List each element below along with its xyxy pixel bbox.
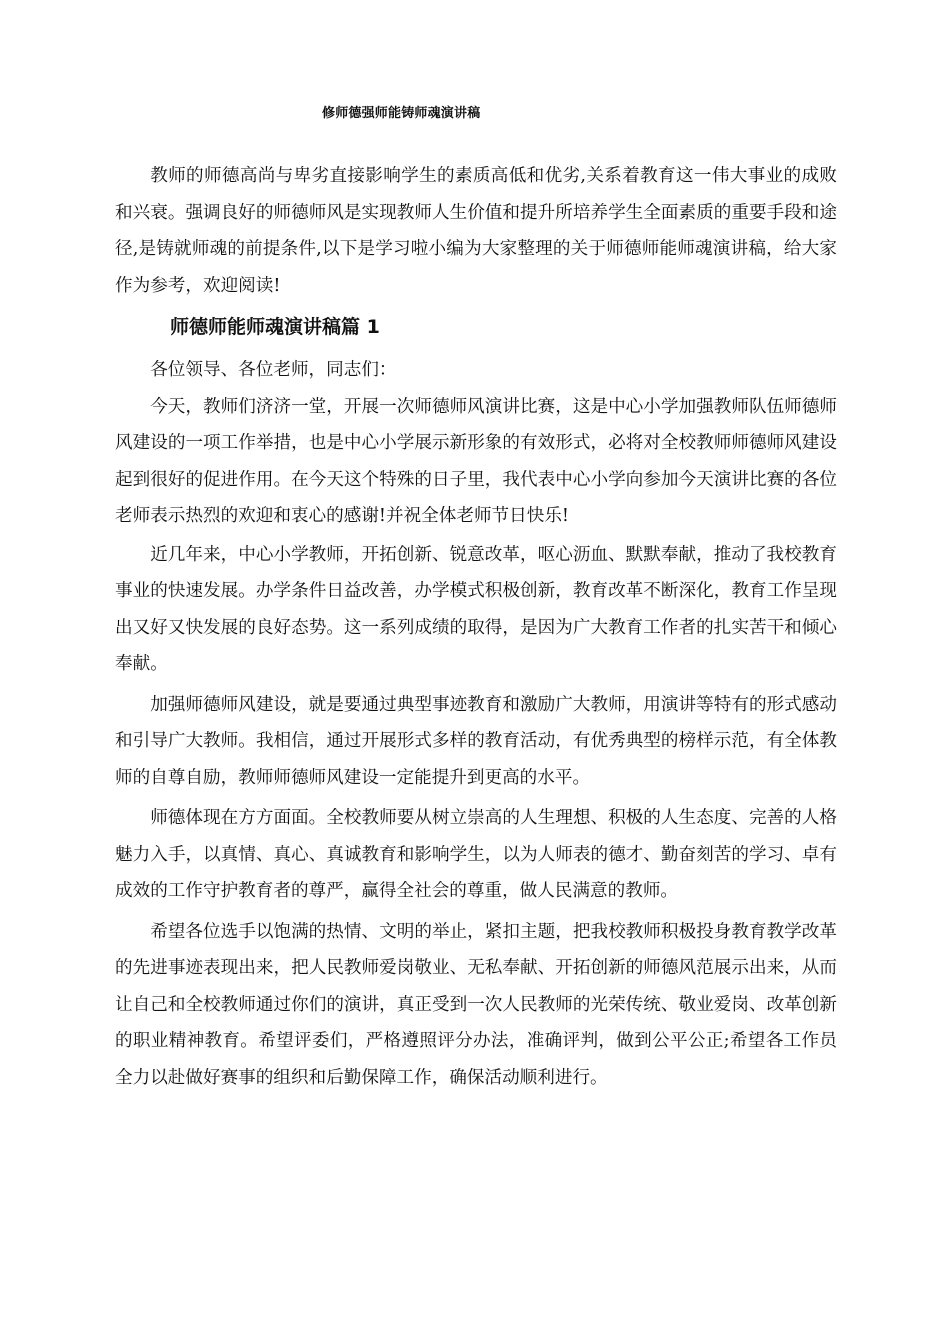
document-title: 修师德强师能铸师魂演讲稿: [322, 106, 481, 121]
body-paragraph: 希望各位选手以饱满的热情、文明的举止，紧扣主题，把我校教师积极投身教育教学改革的先进事迹表现出来，把人民教师爱岗敬业、无私奉献、开拓创新的师德风范展示出来，从而让自己和全校教师通过你们的演讲，真正受到一次人民教师的光荣传统、敬业爱岗、改革创新的职业精神教育。希望评委们，严格遵照评分办法，准确评判，做到公平公正;希望各工作员全力以赴做好赛事的组织和后勤保障工作，确保活动顺利进行。: [115, 921, 837, 1088]
body-paragraph: 加强师德师风建设，就是要通过典型事迹教育和激励广大教师，用演讲等特有的形式感动和引导广大教师。我相信，通过开展形式多样的教育活动，有优秀典型的榜样示范，有全体教师的自尊自励，教师师德师风建设一定能提升到更高的水平。: [115, 694, 837, 788]
intro-paragraph: 教师的师德高尚与卑劣直接影响学生的素质高低和优劣,关系着教育这一伟大事业的成败和兴衰。强调良好的师德师风是实现教师人生价值和提升所培养学生全面素质的重要手段和途径,是铸就师魂的前提条件,以下是学习啦小编为大家整理的关于师德师能师魂演讲稿，给大家作为参考，欢迎阅读!: [115, 166, 837, 296]
speech-body: [115, 352, 837, 1096]
section-heading: 师德师能师魂演讲稿篇 1: [170, 316, 380, 338]
salutation: 各位领导、各位老师，同志们：: [150, 360, 397, 380]
body-paragraph: 师德体现在方方面面。全校教师要从树立崇高的人生理想、积极的人生态度、完善的人格魅力入手，以真情、真心、真诚教育和影响学生，以为人师表的德才、勤奋刻苦的学习、卓有成效的工作守护教育者的尊严，赢得全社会的尊重，做人民满意的教师。: [115, 808, 837, 901]
body-paragraph: 近几年来，中心小学教师，开拓创新、锐意改革，呕心沥血、默默奉献，推动了我校教育事业的快速发展。办学条件日益改善，办学模式积极创新，教育改革不断深化，教育工作呈现出又好又快发展的良好态势。这一系列成绩的取得，是因为广大教育工作者的扎实苦干和倾心奉献。: [115, 544, 837, 674]
body-paragraph: 今天，教师们济济一堂，开展一次师德师风演讲比赛，这是中心小学加强教师队伍师德师风建设的一项工作举措，也是中心小学展示新形象的有效形式，必将对全校教师师德师风建设起到很好的促进作用。在今天这个特殊的日子里，我代表中心小学向参加今天演讲比赛的各位老师表示热烈的欢迎和衷心的感谢!并祝全体老师节日快乐!: [115, 396, 837, 526]
